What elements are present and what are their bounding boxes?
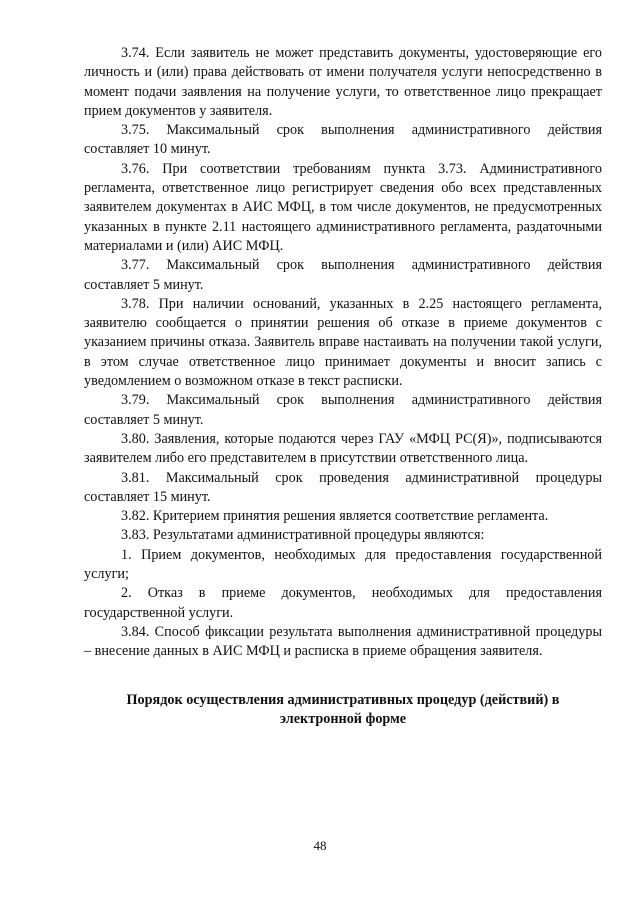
paragraph-3-82: 3.82. Критерием принятия решения является соответствие регламента. <box>121 508 549 525</box>
list-item-2: 2. Отказ в приеме документов, необходимых для предоставления государственной услуги. <box>84 585 602 621</box>
list-item-1: 1. Прием документов, необходимых для предоставления государственной услуги; <box>84 546 602 583</box>
paragraph-3-80: 3.80. Заявления, которые подаются через ГАУ «МФЦ РС(Я)», подписываются заявителем либо его представителем в присутствии ответственного лица. <box>84 430 602 467</box>
section-heading-line-1: Порядок осуществления административных процедур (действий) в <box>126 691 560 708</box>
paragraph-3-78: 3.78. При наличии оснований, указанных в 2.25 настоящего регламента, заявителю сообщается о принятии решения об отказе в приеме документов с указанием причины отказа. Заявитель вправе настаивать на получении такой услуги, в этом случае ответственное лицо принимает документы и вносит запись с уведомлением о возможном отказе в текст расписки. <box>84 295 602 390</box>
page-number: 48 <box>313 838 327 853</box>
paragraph-3-75: 3.75. Максимальный срок выполнения административного действия составляет 10 минут. <box>84 122 602 158</box>
paragraph-3-84: 3.84. Способ фиксации результата выполнения административной процедуры – внесение данных в АИС МФЦ и расписка в приеме обращения заявителя. <box>84 623 602 660</box>
paragraph-3-74: 3.74. Если заявитель не может представить документы, удостоверяющие его личность и (или) права действовать от имени получателя услуги непосредственно в момент подачи заявления на получение услуги, то ответственное лицо прекращает прием документов у заявителя. <box>84 45 602 119</box>
paragraph-3-77: 3.77. Максимальный срок выполнения административного действия составляет 5 минут. <box>84 257 602 293</box>
section-heading <box>84 691 602 730</box>
paragraph-3-79: 3.79. Максимальный срок выполнения административного действия составляет 5 минут. <box>84 392 602 428</box>
paragraph-3-83: 3.83. Результатами административной процедуры являются: <box>121 527 485 544</box>
paragraph-3-81: 3.81. Максимальный срок проведения административной процедуры составляет 15 минут. <box>84 469 602 505</box>
document-page <box>84 44 602 729</box>
paragraph-3-76: 3.76. При соответствии требованиям пункта 3.73. Административного регламента, ответственное лицо регистрирует сведения обо всех представленных заявителем документах в АИС МФЦ, в том числе документов, не предусмотренных указанных в пункте 2.11 настоящего административного регламента, раздаточными материалами и (или) АИС МФЦ. <box>84 160 602 254</box>
section-heading-line-2: электронной форме <box>279 710 407 727</box>
